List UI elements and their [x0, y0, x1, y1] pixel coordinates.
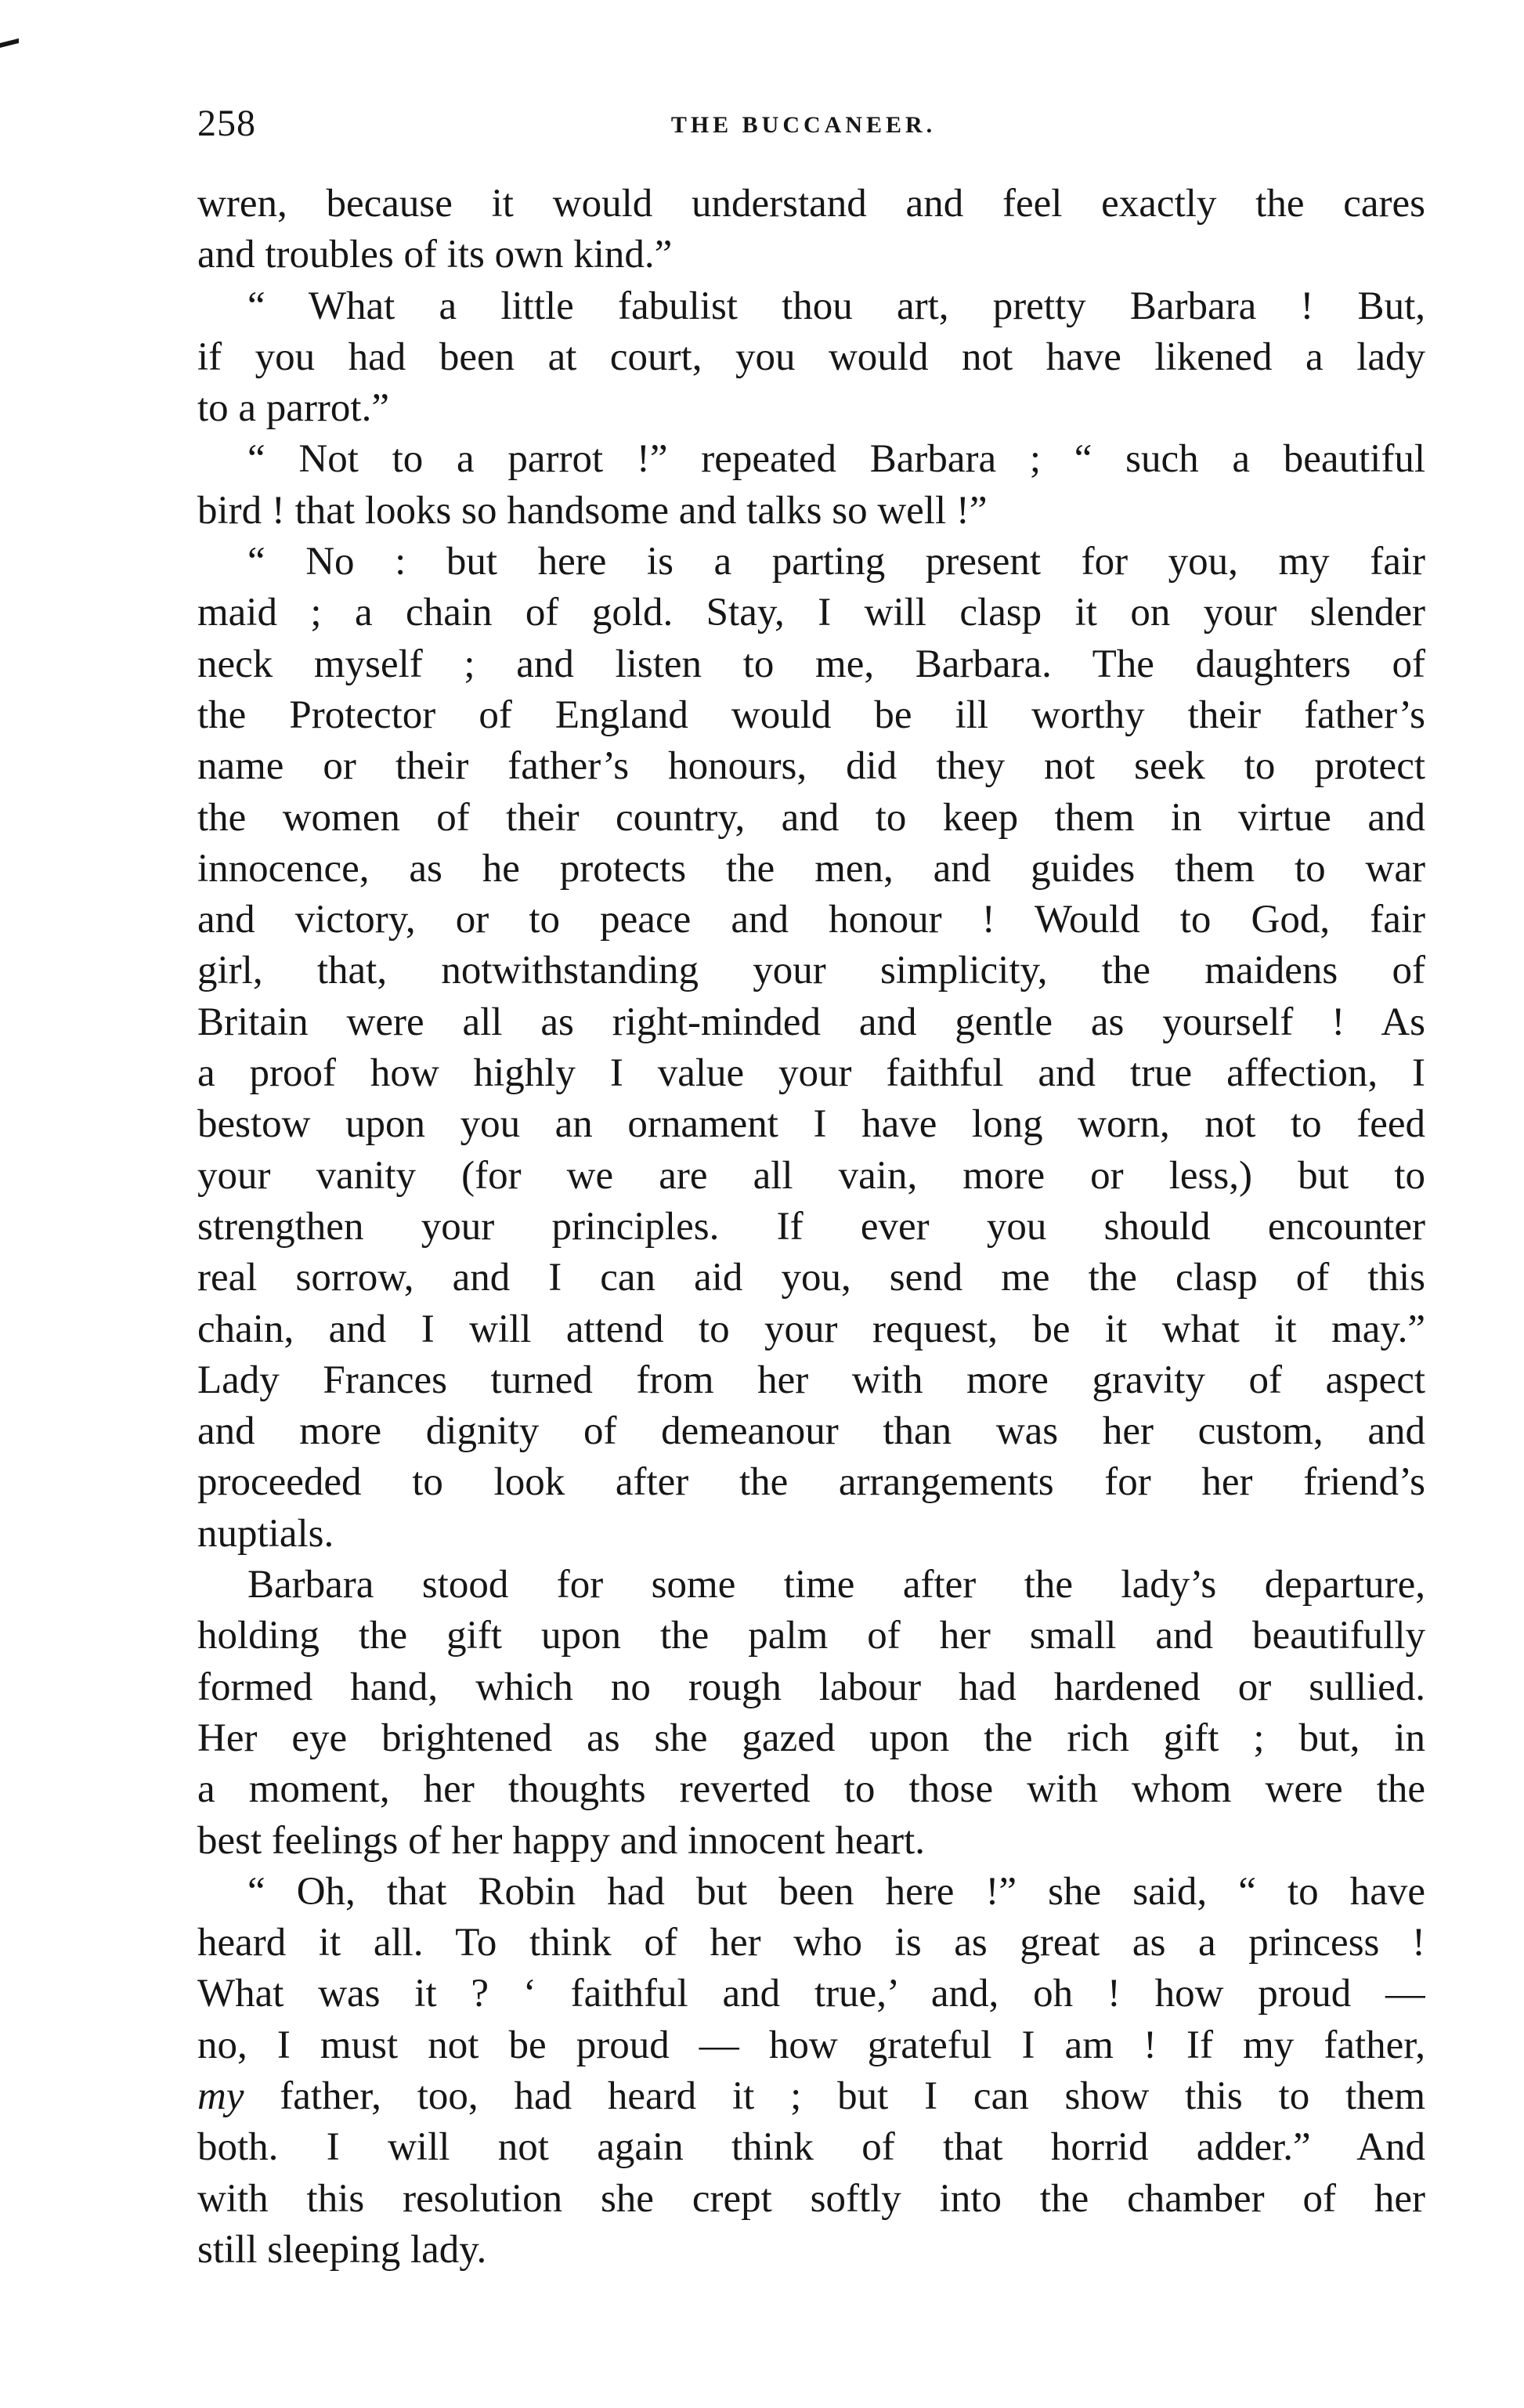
text-line: the women of their country, and to keep them in virtue and — [197, 795, 1425, 840]
emphasis: my — [197, 2074, 244, 2118]
text-line: “ Not to a parrot !” repeated Barbara ; “ such a beautiful — [247, 437, 1425, 482]
text-line: and troubles of its own kind.” — [197, 233, 673, 277]
text-line: both. I will not again think of that horrid adder.” And — [197, 2125, 1425, 2170]
text-line: no, I must not be proud — how grateful I am ! If my father, — [197, 2023, 1425, 2067]
text-line: to a parrot.” — [197, 386, 389, 431]
text-line: the Protector of England would be ill worthy their father’s — [197, 692, 1425, 737]
text-line: if you had been at court, you would not have likened a lady — [197, 334, 1425, 379]
page-number: 258 — [197, 103, 256, 144]
text-line: name or their father’s honours, did they not seek to protect — [197, 744, 1425, 789]
text-line: heard it all. To think of her who is as great as a princess ! — [197, 1921, 1425, 1965]
text-line: Barbara stood for some time after the lady’s departure, — [247, 1563, 1425, 1607]
text-line: nuptials. — [197, 1511, 334, 1556]
body-text — [197, 179, 1425, 2276]
text-line: “ What a little fabulist thou art, pretty Barbara ! But, — [247, 284, 1425, 328]
text-line: “ Oh, that Robin had but been here !” she said, “ to have — [247, 1869, 1425, 1914]
text-line: strengthen your principles. If ever you should encounter — [197, 1204, 1425, 1249]
text-line: What was it ? ‘ faithful and true,’ and, oh ! how proud — — [197, 1972, 1425, 2016]
text-line: my father, too, had heard it ; but I can show this to them — [197, 2074, 1425, 2118]
text-line: innocence, as he protects the men, and guides them to war — [197, 846, 1425, 891]
text-line: Britain were all as right-minded and gentle as yourself ! As — [197, 1000, 1425, 1044]
text-line: your vanity (for we are all vain, more or less,) but to — [197, 1153, 1425, 1198]
text-line: with this resolution she crept softly into the chamber of her — [197, 2176, 1425, 2221]
text-line: a moment, her thoughts reverted to those with whom were the — [197, 1767, 1425, 1812]
text-line: neck myself ; and listen to me, Barbara. The daughters of — [197, 642, 1425, 686]
text-line: girl, that, notwithstanding your simplicity, the maidens of — [197, 949, 1425, 993]
running-head — [197, 100, 1410, 147]
text-line: formed hand, which no rough labour had hardened or sullied. — [197, 1665, 1425, 1709]
text-line: bestow upon you an ornament I have long worn, not to feed — [197, 1102, 1425, 1147]
text-line: Lady Frances turned from her with more gravity of aspect — [197, 1358, 1425, 1402]
text-line: maid ; a chain of gold. Stay, I will clasp it on your slender — [197, 591, 1425, 635]
text-line: chain, and I will attend to your request, be it what it may.” — [197, 1307, 1425, 1351]
text-line: real sorrow, and I can aid you, send me the clasp of this — [197, 1256, 1425, 1300]
running-title: THE BUCCANEER. — [670, 112, 937, 138]
text-line: holding the gift upon the palm of her small and beautifully — [197, 1614, 1425, 1658]
text-line: Her eye brightened as she gazed upon the rich gift ; but, in — [197, 1716, 1425, 1760]
corner-mark — [0, 38, 19, 48]
text-line: wren, because it would understand and feel exactly the cares — [197, 182, 1425, 226]
text-line: and victory, or to peace and honour ! Would to God, fair — [197, 898, 1425, 942]
text-line: a proof how highly I value your faithful and true affection, I — [197, 1051, 1425, 1096]
text-line: “ No : but here is a parting present for you, my fair — [247, 540, 1425, 584]
text-line: and more dignity of demeanour than was her custom, and — [197, 1409, 1425, 1454]
text-line: bird ! that looks so handsome and talks so well !” — [197, 488, 988, 533]
text-line: best feelings of her happy and innocent heart. — [197, 1818, 926, 1863]
text-line: still sleeping lady. — [197, 2227, 487, 2272]
text-line: proceeded to look after the arrangements for her friend’s — [197, 1460, 1425, 1505]
